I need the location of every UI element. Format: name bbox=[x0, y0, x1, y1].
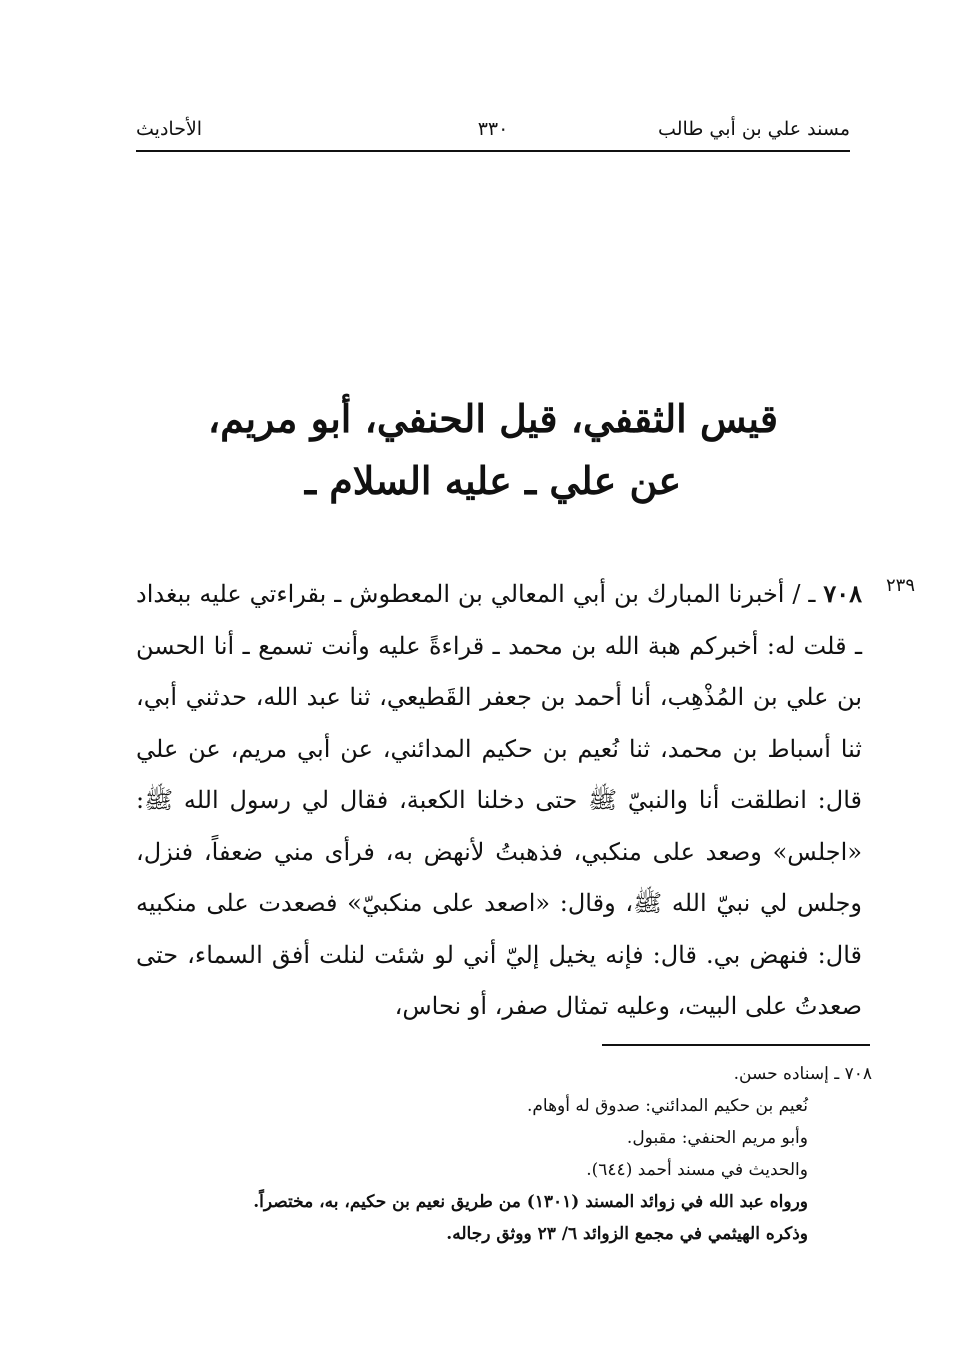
hadith-text: ـ / أخبرنا المبارك بن أبي المعالي بن المعطوش ـ بقراءتي عليه ببغداد ـ قلت له: أخبركم هبة الله بن محمد ـ قراءةً عليه وأنت تسمع ـ أنا الحسن بن علي بن المُذْهِب، أنا أحمد بن جعفر القَطيعي، ثنا عبد الله، حدثني أبي، ثنا أسباط بن محمد، ثنا نُعيم بن حكيم المدائني، عن أبي مريم، عن علي قال: انطلقت أنا والنبيّ ﷺ حتى دخلنا الكعبة، فقال لي رسول الله ﷺ: «اجلس» وصعد على منكبي، فذهبتُ لأنهض به، فرأى مني ضعفاً، فنزل، وجلس لي نبيّ الله ﷺ، وقال: «اصعد على منكبيّ» فصعدت على منكبيه قال: فنهض بي. قال: فإنه يخيل إليّ أني لو شئت لنلت أفق السماء، حتى صعدتُ على البيت، وعليه تمثال صفر، أو نحاس، bbox=[136, 580, 862, 1020]
footnote-rule bbox=[602, 1044, 870, 1046]
footnote-line: والحديث في مسند أحمد (٦٤٤). bbox=[586, 1160, 808, 1180]
chapter-title-line-2: عن علي ـ عليه السلام ـ bbox=[304, 458, 682, 503]
header-book-title: مسند علي بن أبي طالب bbox=[658, 118, 850, 140]
footnotes bbox=[150, 1058, 872, 1250]
footnote-line: وأبو مريم الحنفي: مقبول. bbox=[626, 1128, 808, 1148]
margin-page-reference: ٢٣٩ bbox=[886, 575, 916, 596]
hadith-body bbox=[136, 568, 862, 1033]
footnote-lead: ٧٠٨ ـ إسناده حسن. bbox=[733, 1064, 872, 1084]
footnote-line: وذكره الهيثمي في مجمع الزوائد ٦/ ٢٣ ووثق رجاله. bbox=[446, 1224, 808, 1244]
hadith-number: ٧٠٨ bbox=[823, 579, 862, 608]
chapter-title bbox=[136, 388, 850, 512]
header-page-number: ٣٣٠ bbox=[477, 118, 509, 140]
footnote-line: ورواه عبد الله في زوائد المسند (١٣٠١) من طريق نعيم بن حكيم، به، مختصراً. bbox=[253, 1192, 808, 1212]
footnote-line: نُعيم بن حكيم المدائني: صدوق له أوهام. bbox=[526, 1096, 808, 1116]
header-section: الأحاديث bbox=[136, 118, 203, 140]
header-rule bbox=[136, 150, 850, 152]
chapter-title-line-1: قيس الثقفي، قيل الحنفي، أبو مريم، bbox=[207, 396, 779, 441]
running-header bbox=[136, 112, 850, 148]
